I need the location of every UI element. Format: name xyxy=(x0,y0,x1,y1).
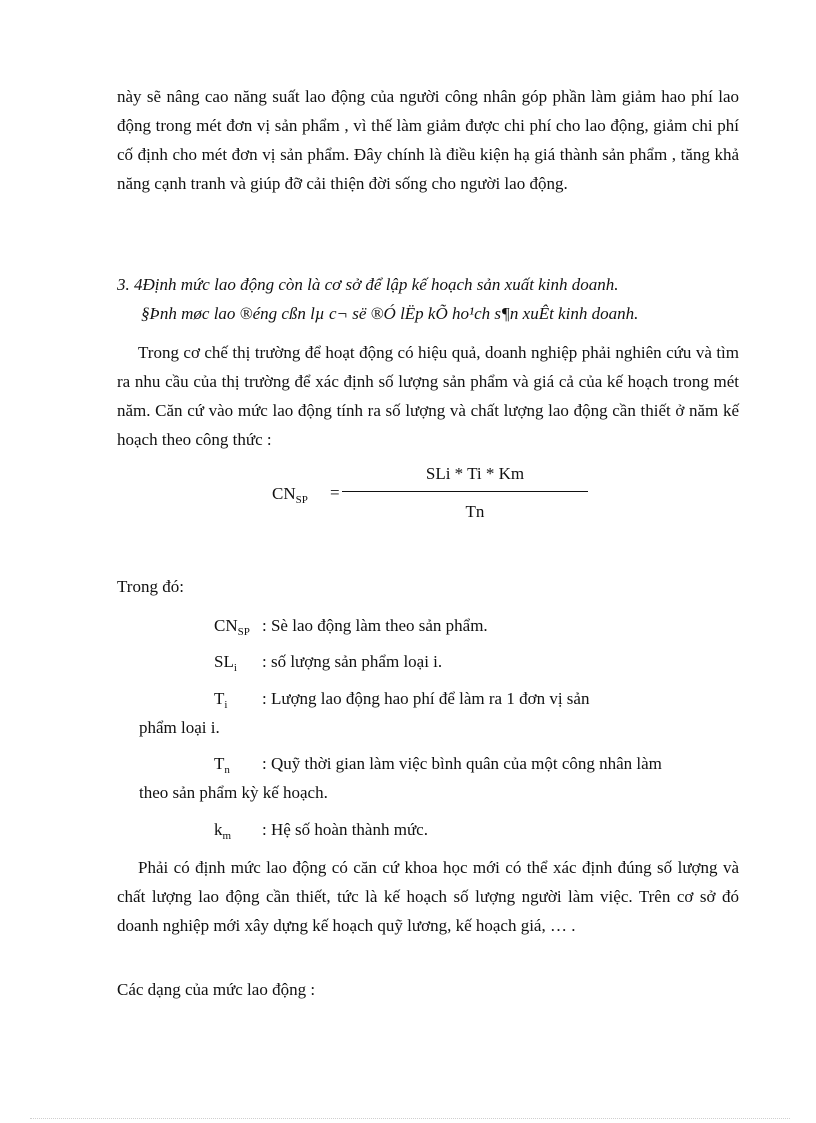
definition-text: : Sè lao động làm theo sản phẩm. xyxy=(262,616,488,635)
definition-symbol xyxy=(214,749,262,778)
definition-continuation: phẩm loại i. xyxy=(139,718,220,737)
fraction-bar xyxy=(342,491,588,492)
definition-text: : Lượng lao động hao phí để làm ra 1 đơn vị sản xyxy=(262,689,590,708)
formula-lhs xyxy=(272,484,308,504)
symbol-base: CN xyxy=(214,616,238,635)
formula-lhs-sub: SP xyxy=(295,494,308,506)
definition-symbol xyxy=(214,684,262,713)
formula xyxy=(272,462,602,532)
symbol-sub: m xyxy=(222,830,232,842)
definition-text: : Quỹ thời gian làm việc bình quân của một công nhân làm xyxy=(262,754,662,773)
formula-denominator: Tn xyxy=(465,502,485,521)
definition-ti xyxy=(139,684,738,742)
formula-equals: = xyxy=(330,483,340,502)
section-heading-line-1: 3. 4Định mức lao động còn là cơ sở để lập kế hoạch sản xuất kinh doanh. xyxy=(117,275,619,294)
definition-text: : Hệ số hoàn thành mức. xyxy=(262,820,428,839)
symbol-base: SL xyxy=(214,652,234,671)
where-label: Trong đó: xyxy=(117,577,184,596)
definition-symbol xyxy=(214,815,262,844)
symbol-sub: SP xyxy=(237,626,250,638)
section-heading-line-2: §Þnh møc lao ®éng cßn lµ c¬ së ®Ó lËp kÕ ho¹ch s¶n xuÊt kinh doanh. xyxy=(141,304,639,323)
symbol-base: T xyxy=(214,754,225,773)
section-heading xyxy=(117,270,739,328)
definition-cnsp xyxy=(214,611,738,640)
types-label: Các dạng của mức lao động : xyxy=(117,980,316,999)
body-paragraph-planning: Trong cơ chế thị trường để hoạt động có hiệu quả, doanh nghiệp phải nghiên cứu và tìm ra nhu cầu của thị trường để xác định số lượng sản phẩm và giá cả của kế hoạch trong mét năm. Căn cứ vào mức lao động tính ra số lượng và chất lượng lao động cần thiết ở năm kế hoạch theo công thức : xyxy=(117,343,739,449)
definition-tn xyxy=(139,749,738,807)
intro-paragraph: này sẽ nâng cao năng suất lao động của người công nhân góp phần làm giảm hao phí lao động trong mét đơn vị sản phẩm , vì thế làm giảm được chi phí cho lao động, giảm chi phí cố định cho mét đơn vị sản phẩm. Đây chính là điều kiện hạ giá thành sản phẩm , tăng khả năng cạnh tranh và giúp đỡ cải thiện đời sống cho người lao động. xyxy=(117,87,739,193)
formula-numerator: SLi * Ti * Km xyxy=(425,464,525,483)
formula-lhs-base: CN xyxy=(272,484,296,503)
symbol-sub: n xyxy=(224,764,230,776)
footer-divider xyxy=(30,1118,790,1119)
definition-km xyxy=(214,815,738,844)
definition-symbol xyxy=(214,611,262,640)
definition-text: : số lượng sản phẩm loại i. xyxy=(262,652,443,671)
definition-continuation: theo sản phẩm kỳ kế hoạch. xyxy=(139,783,328,802)
symbol-base: k xyxy=(214,820,223,839)
symbol-sub: i xyxy=(224,699,228,711)
body-paragraph-standards: Phải có định mức lao động có căn cứ khoa học mới có thể xác định đúng số lượng và chất lượng lao động cần thiết, tức là kế hoạch số lượng người làm việc. Trên cơ sở đó doanh nghiệp mới xây dựng kế hoạch quỹ lương, kế hoạch giá, … . xyxy=(117,858,739,935)
definition-sli xyxy=(214,647,738,676)
symbol-sub: i xyxy=(233,662,237,674)
definition-symbol xyxy=(214,647,262,676)
symbol-base: T xyxy=(214,689,225,708)
